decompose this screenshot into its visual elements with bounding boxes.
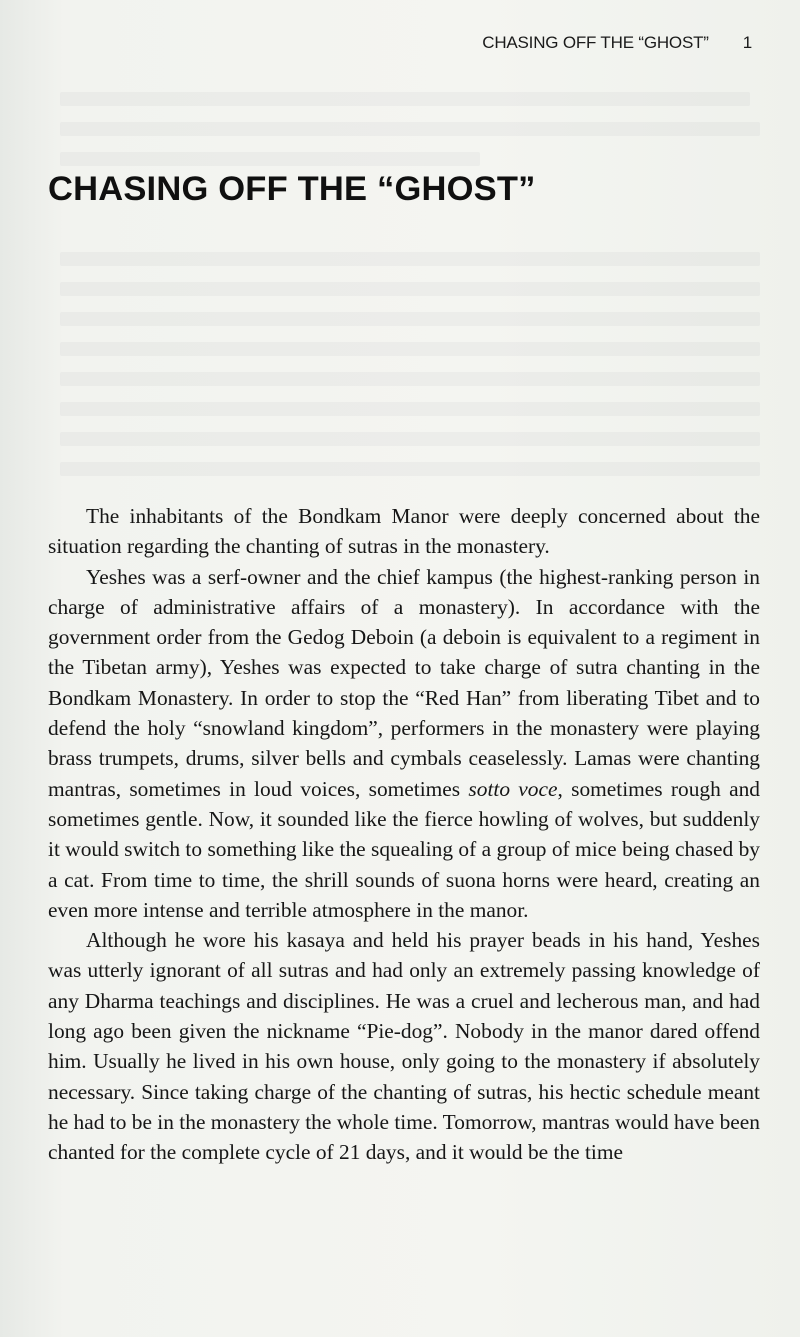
chapter-title: CHASING OFF THE “GHOST” [48, 170, 536, 208]
paragraph-text: , sometimes rough and sometimes gentle. Now, it sounded like the fierce howling of wolves, but suddenly it would switch to something like the squealing of a group of mice being chased by a cat. From time to time, the shrill sounds of suona horns were heard, creating an even more intense and terrible atmosphere in the manor. [48, 776, 760, 922]
paragraph: The inhabitants of the Bondkam Manor were deeply concerned about the situation regarding the chanting of sutras in the monastery. [48, 504, 760, 559]
body-text [48, 501, 760, 1168]
paragraph: Although he wore his kasaya and held his prayer beads in his hand, Yeshes was utterly ignorant of all sutras and had only an extremely passing knowledge of any Dharma teachings and disciplines. He was a cruel and lecherous man, and had long ago been given the nickname “Pie-dog”. Nobody in the manor dared offend him. Usually he lived in his own house, only going to the monastery if absolutely necessary. Since taking charge of the chanting of sutras, his hectic schedule meant he had to be in the monastery the whole time. Tomorrow, mantras would have been chanted for the complete cycle of 21 days, and it would be the time [48, 928, 760, 1165]
italic-phrase: sotto voce [468, 776, 558, 801]
page-number: 1 [742, 33, 752, 52]
paragraph [48, 562, 760, 926]
paragraph-text: Yeshes was a serf-owner and the chief kampus (the highest-ranking person in charge of administrative affairs of a monastery). In accordance with the government order from the Gedog Deboin (a deboin is equivalent to a regiment in the Tibetan army), Yeshes was expected to take charge of sutra chanting in the Bondkam Monastery. In order to stop the “Red Han” from liberating Tibet and to defend the holy “snowland kingdom”, performers in the monastery were playing brass trumpets, drums, silver bells and cymbals ceaselessly. Lamas were chanting mantras, sometimes in loud voices, sometimes [48, 564, 760, 801]
running-head-title: CHASING OFF THE “GHOST” [482, 33, 709, 52]
running-head [360, 33, 752, 57]
